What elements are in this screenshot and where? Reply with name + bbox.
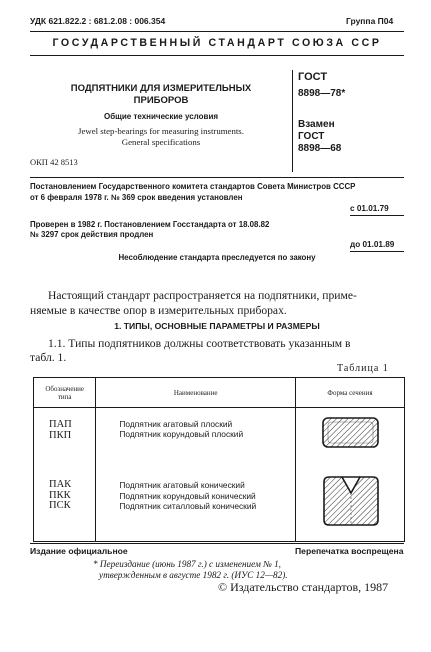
intro-line-2: няемые в качестве опор в измерительных приборах. — [30, 304, 287, 317]
english-title-line-2: General specifications — [121, 137, 201, 147]
official-edition-label: Издание официальное — [30, 546, 128, 556]
replaces-label: Взамен — [298, 119, 335, 130]
group2-code-2: ПКК — [49, 489, 71, 501]
intro-line-1: Настоящий стандарт распространяется на подпятники, приме- — [48, 289, 357, 302]
header-section-shape: Форма сечения — [295, 378, 404, 408]
okp-code: ОКП 42 8513 — [30, 157, 78, 167]
udk-code: УДК 621.822.2 : 681.2.08 : 006.354 — [30, 16, 166, 26]
group2-shape-cell — [295, 466, 404, 542]
group1-name-2: Подпятник корундовый плоский — [119, 429, 244, 439]
group1-code-1: ПАП — [49, 419, 72, 430]
group1-code-2: ПКП — [49, 430, 72, 441]
english-title-line-1: Jewel step-bearings for measuring instruments. — [78, 126, 244, 136]
table-header-row — [34, 378, 405, 408]
group1-codes-cell — [34, 408, 96, 467]
group2-code-3: ПСК — [49, 500, 71, 511]
effective-date: с 01.01.79 — [350, 204, 389, 213]
group1-names-cell — [96, 408, 296, 467]
subtitle: Общие технические условия — [103, 112, 219, 121]
validity-date: до 01.01.89 — [350, 240, 395, 249]
copyright: © Издательство стандартов, 1987 — [218, 580, 389, 594]
group2-name-3: Подпятник ситалловый конический — [119, 501, 257, 511]
replaces-gost-number: 8898—68 — [298, 143, 342, 154]
footer-rule — [30, 543, 404, 544]
decree-line-1: Постановлением Государственного комитета стандартов Совета Министров СССР — [30, 182, 356, 191]
header-type-code-line-1: Обозначение — [45, 384, 85, 393]
gost-number: 8898—78* — [298, 88, 346, 99]
conical-section-diagram — [296, 466, 404, 541]
legal-warning: Несоблюдение стандарта преследуется по закону — [118, 253, 316, 262]
flat-section-diagram — [296, 408, 404, 466]
section-heading: 1. ТИПЫ, ОСНОВНЫЕ ПАРАМЕТРЫ И РАЗМЕРЫ — [114, 321, 320, 331]
types-table — [33, 377, 405, 542]
group2-codes-cell — [34, 466, 96, 542]
title-divider — [292, 70, 293, 172]
group2-name-1: Подпятник агатовый конический — [119, 480, 245, 490]
standard-title: ГОСУДАРСТВЕННЫЙ СТАНДАРТ СОЮЗА ССР — [52, 37, 382, 49]
group2-names-cell — [96, 466, 296, 542]
check-line-2: № 3297 срок действия продлен — [30, 230, 154, 239]
title-line-1: ПОДПЯТНИКИ ДЛЯ ИЗМЕРИТЕЛЬНЫХ — [70, 83, 252, 94]
header-type-code-line-2: типа — [57, 392, 72, 401]
reissue-note-line-2: утвержденным в августе 1982 г. (ИУС 12—82). — [99, 570, 288, 580]
header-type-code — [34, 378, 96, 408]
header-name: Наименование — [96, 378, 296, 408]
reprint-prohibited-label: Перепечатка воспрещена — [295, 546, 404, 556]
group1-shape-cell — [295, 408, 404, 467]
group2-name-2: Подпятник корундовый конический — [119, 490, 256, 501]
header-rule-top — [30, 31, 404, 32]
section-paragraph-line-1: 1.1. Типы подпятников должны соответствовать указанным в — [48, 337, 351, 350]
group1-name-1: Подпятник агатовый плоский — [119, 419, 233, 429]
validity-date-underline — [350, 251, 404, 252]
table-row — [34, 408, 405, 467]
table-row — [34, 466, 405, 542]
title-line-2: ПРИБОРОВ — [133, 95, 189, 106]
decree-rule — [30, 177, 404, 178]
header-rule-bottom — [30, 55, 404, 56]
gost-label: ГОСТ — [298, 71, 328, 83]
reissue-note-line-1: * Переиздание (июнь 1987 г.) с изменением № 1, — [93, 559, 281, 569]
effective-date-underline — [350, 215, 404, 216]
decree-line-2: от 6 февраля 1978 г. № 369 срок введения установлен — [30, 193, 243, 202]
table-caption: Таблица 1 — [337, 363, 389, 374]
group-code: Группа П04 — [346, 16, 394, 26]
group2-code-1: ПАК — [49, 479, 72, 490]
replaces-gost-label: ГОСТ — [298, 131, 325, 142]
section-paragraph-line-2: табл. 1. — [30, 351, 67, 364]
check-line-1: Проверен в 1982 г. Постановлением Госстандарта от 18.08.82 — [30, 220, 270, 229]
